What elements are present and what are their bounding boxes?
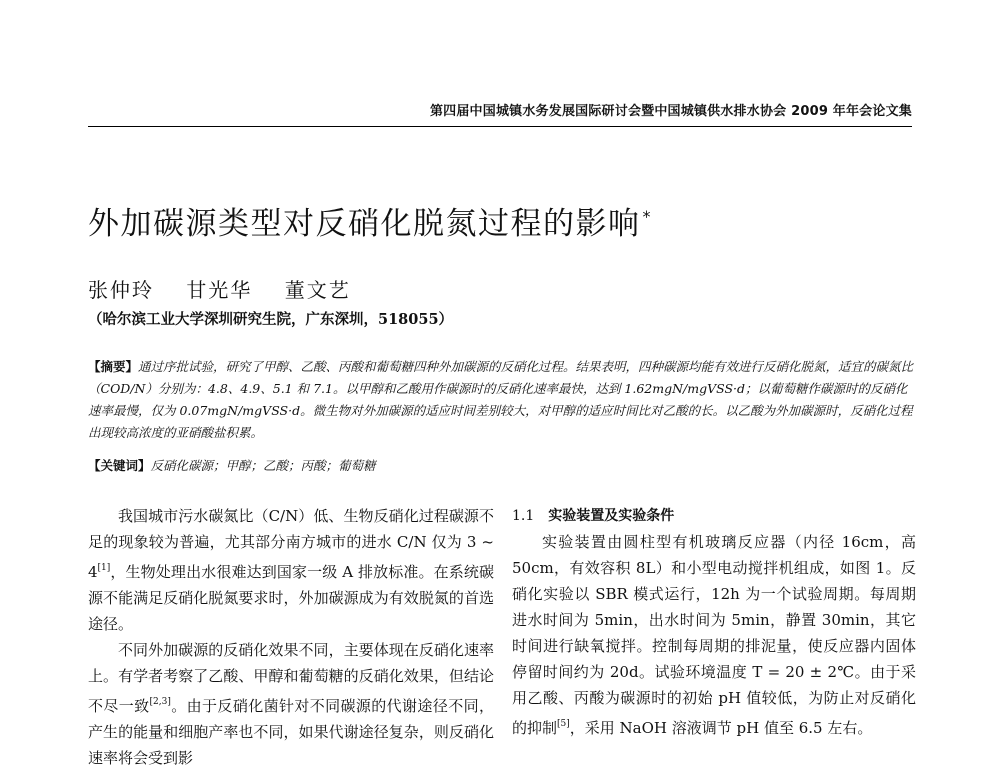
citation-ref: [5]	[557, 719, 570, 729]
body-paragraph	[88, 503, 494, 637]
paper-title	[88, 198, 652, 243]
abstract-text: 通过序批试验，研究了甲醇、乙酸、丙酸和葡萄糖四种外加碳源的反硝化过程。结果表明，四种碳源均能有效进行反硝化脱氮，适宜的碳氮比（COD/N）分别为：4.8、4.9、5.1 和 7.1。以甲醇和乙酸用作碳源时的反硝化速率最快，达到 1.62mgN/mgVSS·d；以葡萄糖作碳源时的反硝化速率最慢，仅为 0.07mgN/mgVSS·d。微生物对外加碳源的适应时间差别较大，对甲醇的适应时间比对乙酸的长。以乙酸为外加碳源时，反硝化过程出现较高浓度的亚硝酸盐积累。	[88, 359, 914, 440]
paragraph-text: 不同外加碳源的反硝化效果不同，主要体现在反硝化速率上。有学者考察了乙酸、甲醇和葡萄糖的反硝化效果，但结论不尽一致	[88, 641, 494, 715]
paragraph-text: 。由于反硝化菌针对不同碳源的代谢途径不同，产生的能量和细胞产率也不同，如果代谢途径复杂，则反硝化速率将会受到影	[88, 697, 494, 767]
author-name: 甘光华	[186, 278, 253, 302]
abstract-label: 【摘要】	[88, 359, 139, 374]
author-name: 张仲玲	[88, 278, 154, 302]
citation-ref: [2,3]	[149, 697, 171, 707]
body-paragraph	[88, 637, 494, 771]
running-header	[88, 100, 912, 127]
section-number: 1.1	[512, 508, 535, 524]
body-paragraph	[512, 529, 916, 741]
running-title: 第四届中国城镇水务发展国际研讨会暨中国城镇供水排水协会 2009 年年会论文集	[429, 104, 912, 119]
body-column-right	[512, 503, 916, 741]
paragraph-text: 我国城市污水碳氮比（C/N）低、生物反硝化过程碳源不足的现象较为普遍，尤其部分南方城市的进水 C/N 仅为 3 ~ 4	[88, 507, 494, 581]
affiliation: （哈尔滨工业大学深圳研究生院，广东深圳，518055）	[88, 311, 454, 328]
title-footnote-mark: *	[642, 207, 652, 226]
citation-ref: [1]	[97, 563, 111, 573]
abstract	[88, 356, 918, 444]
keywords-label: 【关键词】	[88, 458, 151, 473]
paragraph-text: 实验装置由圆柱型有机玻璃反应器（内径 16cm，高 50cm，有效容积 8L）和小型电动搅拌机组成，如图 1。反硝化实验以 SBR 模式运行，12h 为一个试验周期。每周期进水时间为 5min，出水时间为 5min，静置 30min，其它时间进行缺氧搅拌。控制每周期的排泥量，使反应器内固体停留时间约为 20d。试验环境温度 T = 20 ± 2℃。由于采用乙酸、丙酸为碳源时的初始 pH 值较低，为防止对反硝化的抑制	[512, 533, 916, 737]
paragraph-text: ，生物处理出水很难达到国家一级 A 排放标准。在系统碳源不能满足反硝化脱氮要求时，外加碳源成为有效脱氮的首选途径。	[88, 563, 494, 633]
keywords-text: 反硝化碳源；甲醇；乙酸；丙酸；葡萄糖	[150, 458, 376, 473]
body-column-left	[88, 503, 494, 771]
author-name: 董文艺	[284, 278, 351, 302]
keywords	[88, 456, 918, 474]
author-list	[88, 274, 377, 303]
paper-title-text: 外加碳源类型对反硝化脱氮过程的影响	[88, 206, 641, 242]
section-heading	[512, 503, 916, 529]
section-title: 实验装置及实验条件	[548, 508, 675, 524]
paragraph-text: ，采用 NaOH 溶液调节 pH 值至 6.5 左右。	[569, 719, 873, 737]
